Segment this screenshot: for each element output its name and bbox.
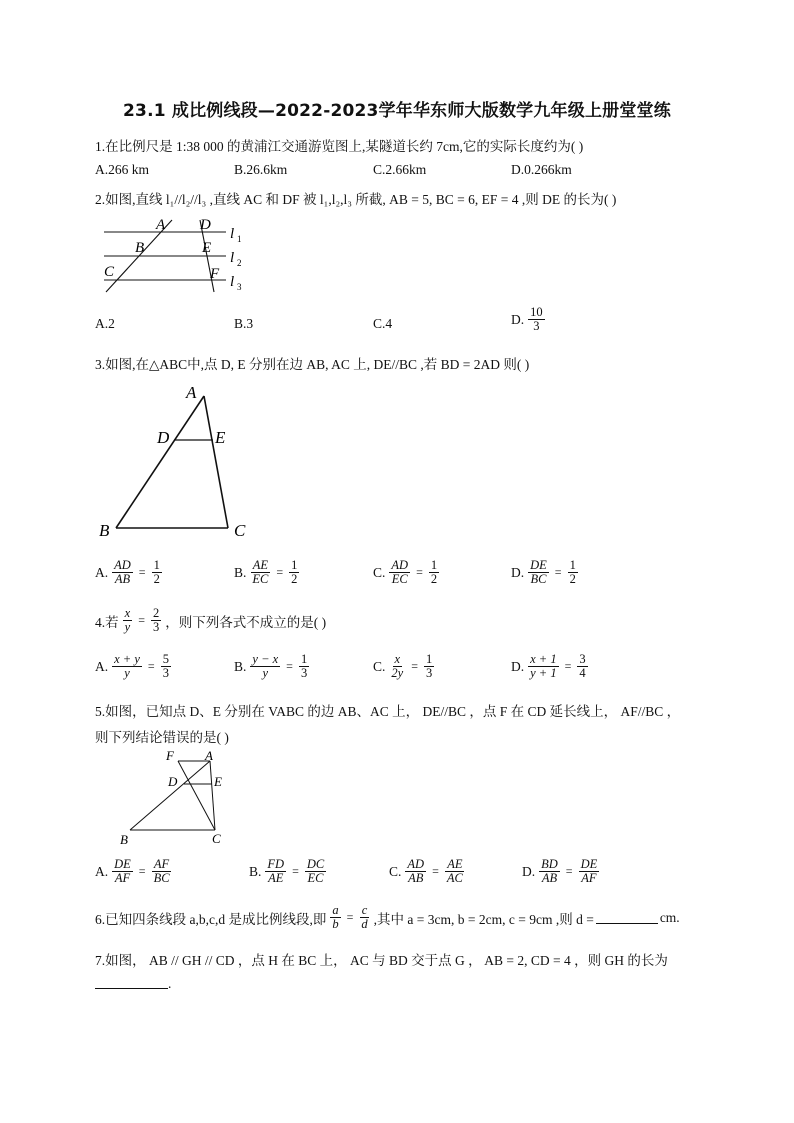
q4-stem: 4.若 $\frac{x}{y}$ = $\frac{2}{3}$ ，则下列各式不成立的是( ) <box>95 606 327 635</box>
q4-option-c: C. $\frac{x}{2y}$ = $\frac{1}{3}$ <box>373 652 433 681</box>
q3-label-e: E <box>215 428 226 447</box>
q3-option-a: A. $\frac{AD}{AB}$ = $\frac{1}{2}$ <box>95 558 160 587</box>
q5-label-a: A <box>205 748 213 763</box>
q2-label-l1-sub: 1 <box>237 234 242 244</box>
q5-stem-line1: 5.如图，已知点 D、E 分别在 VABC 的边 AB、AC 上， DE//BC ，点 F 在 CD 延长线上， AF//BC ， <box>95 704 681 719</box>
q3-option-d: D. $\frac{DE}{BC}$ = $\frac{1}{2}$ <box>511 558 576 587</box>
q2-option-d <box>511 306 547 333</box>
q3-option-b: B. $\frac{AE}{EC}$ = $\frac{1}{2}$ <box>234 558 298 587</box>
q7-answer-blank[interactable] <box>95 988 168 989</box>
q4-option-b: B. $\frac{y - x}{y}$ = $\frac{1}{3}$ <box>234 652 308 681</box>
q3-label-b: B <box>99 521 110 540</box>
q5-figure <box>112 748 232 848</box>
q4-option-d: D. $\frac{x + 1}{y + 1}$ = $\frac{3}{4}$ <box>511 652 586 681</box>
q3-option-c: C. $\frac{AD}{EC}$ = $\frac{1}{2}$ <box>373 558 438 587</box>
q2-option-b: B.3 <box>234 316 254 331</box>
q4-option-a: A. $\frac{x + y}{y}$ = $\frac{5}{3}$ <box>95 652 169 681</box>
q1-stem: 1.在比例尺是 1:38 000 的黄浦江交通游览图上,某隧道长约 7cm,它的实际长度约为( ) <box>95 139 584 154</box>
q2-option-a: A.2 <box>95 316 115 331</box>
q2-option-d-fraction: $\frac{10}{3}$ <box>530 305 543 334</box>
q2-label-d: D <box>200 217 211 233</box>
q5-option-a: A. $\frac{DE}{AF}$ = $\frac{AF}{BC}$ <box>95 857 170 886</box>
q5-stem-line2: 则下列结论错误的是( ) <box>95 730 229 745</box>
q2-label-l2: l <box>230 250 235 266</box>
q5-label-d: D <box>168 774 178 789</box>
q3-label-d: D <box>157 428 170 447</box>
q3-label-a: A <box>186 383 197 402</box>
q5-label-e: E <box>214 774 222 789</box>
q5-label-c: C <box>212 831 221 846</box>
q1-option-b: B.26.6km <box>234 162 288 177</box>
q2-stem: 2.如图,直线 l₁//l₂//l₃ ,直线 AC 和 DF 被 l₁,l₂,l₃ 所截, AB = 5, BC = 6, EF = 4 ,则 DE 的长为( ) <box>95 192 617 207</box>
q2-label-l1: l <box>230 226 235 242</box>
q5-label-b: B <box>120 832 128 847</box>
q2-label-b: B <box>135 240 145 256</box>
q3-label-c: C <box>234 521 246 540</box>
q6-answer-blank[interactable] <box>596 911 658 924</box>
q5-option-b: B. $\frac{FD}{AE}$ = $\frac{DC}{EC}$ <box>249 857 325 886</box>
q3-figure <box>96 378 256 543</box>
q2-option-d-letter: D. <box>511 311 525 327</box>
q2-label-l3: l <box>230 274 235 290</box>
q3-stem: 3.如图,在△ABC中,点 D, E 分别在边 AB, AC 上, DE//BC ,若 BD = 2AD 则( ) <box>95 357 530 372</box>
q1-option-d: D.0.266km <box>511 162 572 177</box>
q5-label-f: F <box>166 748 174 763</box>
q2-figure <box>96 212 256 296</box>
q2-label-a: A <box>156 217 166 233</box>
q1-option-c: C.2.66km <box>373 162 427 177</box>
q2-label-f: F <box>210 266 220 282</box>
q6-stem: 6.已知四条线段 a,b,c,d 是成比例线段,即 $\frac{a}{b}$ = $\frac{c}{d}$ ,其中 a = 3cm, b = 2cm, c = 9cm ,则 d = cm. <box>95 903 680 932</box>
q2-label-l2-sub: 2 <box>237 258 242 268</box>
q5-option-d: D. $\frac{BD}{AB}$ = $\frac{DE}{AF}$ <box>522 857 598 886</box>
q2-label-e: E <box>202 240 212 256</box>
q7-stem: 7.如图， AB // GH // CD ，点 H 在 BC 上， AC 与 BD 交于点 G ， AB = 2, CD = 4 ，则 GH 的长为 <box>95 953 668 968</box>
q2-option-c: C.4 <box>373 316 393 331</box>
q2-label-c: C <box>104 264 115 280</box>
q1-option-a: A.266 km <box>95 162 149 177</box>
q5-option-c: C. $\frac{AD}{AB}$ = $\frac{AE}{AC}$ <box>389 857 463 886</box>
page-title: 23.1 成比例线段—2022-2023学年华东师大版数学九年级上册堂堂练 <box>123 101 671 121</box>
q7-end: . <box>168 976 172 991</box>
q2-label-l3-sub: 3 <box>237 282 242 292</box>
